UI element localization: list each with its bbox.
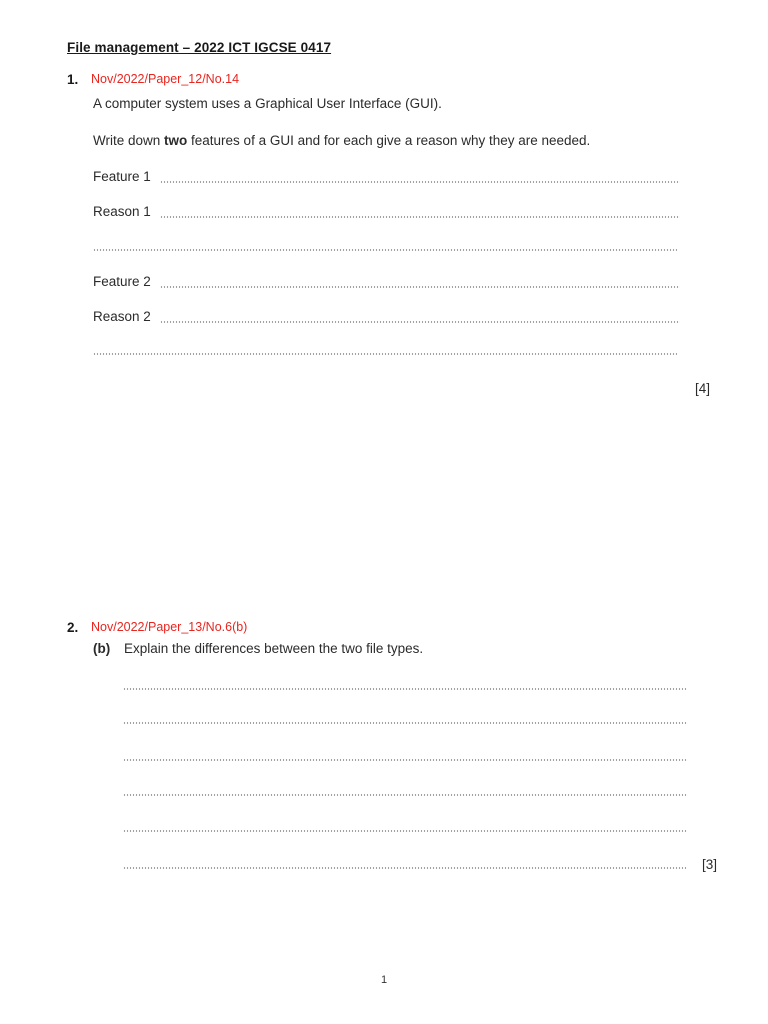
question-2-answer-line-4[interactable] [123, 794, 687, 796]
page-title: File management – 2022 ICT IGCSE 0417 [67, 40, 332, 55]
question-2-part-label: (b) [93, 641, 111, 656]
question-1-reference: Nov/2022/Paper_12/No.14 [91, 72, 240, 86]
feature-1-answer-line[interactable] [160, 181, 680, 183]
question-2-marks: [3] [702, 857, 718, 872]
reason-1-continuation-line[interactable] [93, 249, 677, 251]
question-1-marks: [4] [695, 381, 711, 396]
question-1-number: 1. [67, 72, 79, 87]
instruction-post: features of a GUI and for each give a reason why they are needed. [187, 133, 591, 148]
question-2-reference: Nov/2022/Paper_13/No.6(b) [91, 620, 248, 634]
question-1-stem: A computer system uses a Graphical User Interface (GUI). [93, 96, 442, 111]
question-2-number: 2. [67, 620, 79, 635]
question-1-instruction [93, 133, 590, 148]
instruction-pre: Write down [93, 133, 165, 148]
instruction-bold: two [164, 133, 188, 148]
question-2-answer-line-6[interactable] [123, 867, 687, 869]
feature-2-answer-line[interactable] [160, 286, 680, 288]
question-2-answer-line-2[interactable] [123, 722, 687, 724]
feature-1-label: Feature 1 [93, 169, 151, 184]
reason-2-answer-line[interactable] [160, 321, 680, 323]
question-2-stem: Explain the differences between the two file types. [124, 641, 424, 656]
question-2-answer-line-3[interactable] [123, 759, 687, 761]
reason-2-continuation-line[interactable] [93, 353, 677, 355]
page-number: 1 [381, 974, 388, 986]
question-2-answer-line-1[interactable] [123, 688, 687, 690]
feature-2-label: Feature 2 [93, 274, 151, 289]
reason-2-label: Reason 2 [93, 309, 151, 324]
reason-1-answer-line[interactable] [160, 216, 680, 218]
question-2-answer-line-5[interactable] [123, 830, 687, 832]
reason-1-label: Reason 1 [93, 204, 151, 219]
